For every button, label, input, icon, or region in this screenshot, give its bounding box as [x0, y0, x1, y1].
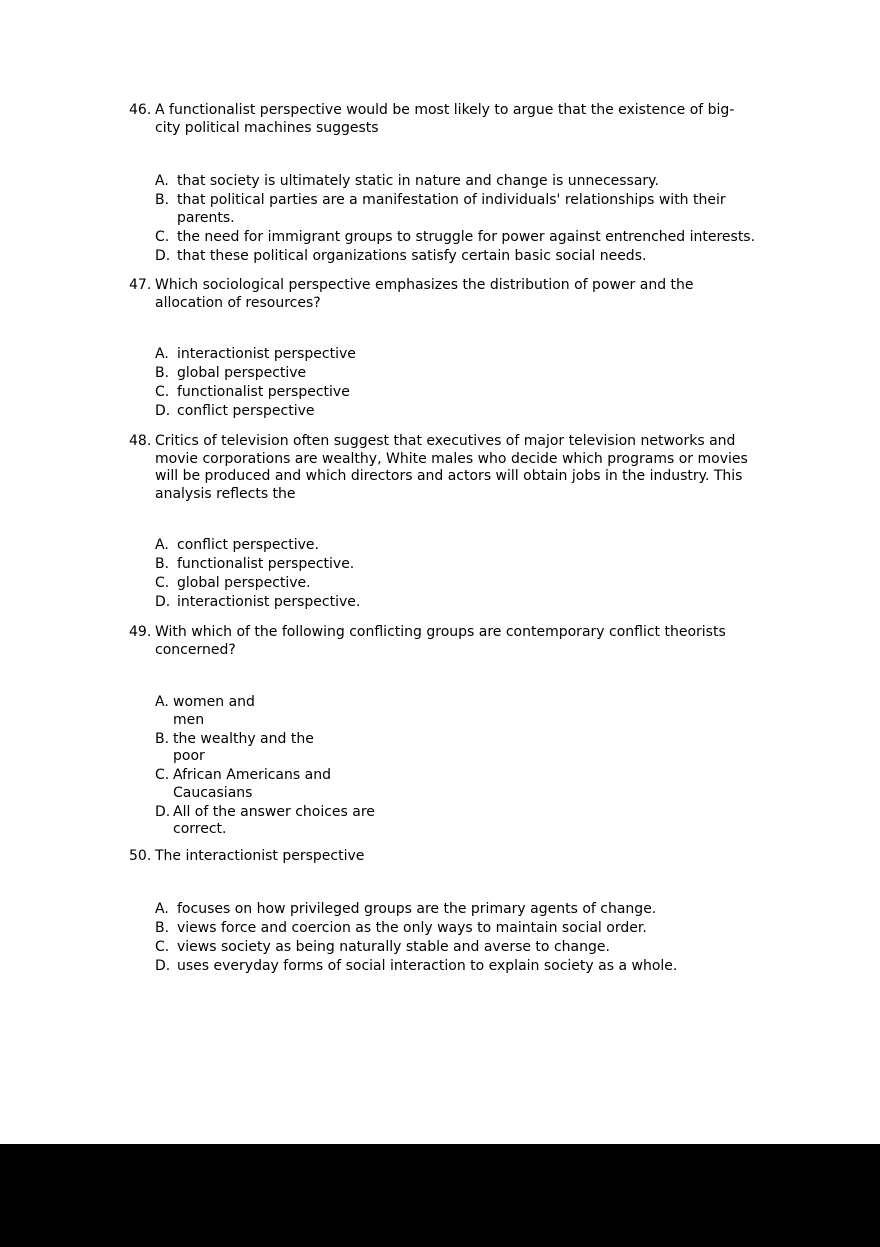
question-number: 48. [129, 433, 152, 449]
option-text: views force and coercion as the only ways to maintain social order. [177, 920, 647, 936]
option-letter: B. [155, 920, 170, 936]
answer-option [155, 346, 780, 364]
bottom-black-bar [0, 1144, 880, 1247]
option-letter: C. [155, 228, 170, 245]
question-number: 49. [129, 624, 152, 640]
option-text: African Americans and Caucasians [173, 767, 331, 801]
option-text: interactionist perspective. [177, 594, 361, 610]
answer-option [155, 767, 780, 802]
answer-option [155, 575, 780, 593]
answer-option [155, 958, 780, 976]
option-text: views society as being naturally stable and averse to change. [177, 939, 610, 955]
option-letter: A. [155, 694, 169, 710]
answer-option [155, 939, 780, 957]
answer-option [155, 804, 780, 839]
answer-options-47 [155, 346, 780, 422]
option-letter: B. [155, 365, 170, 381]
question-48 [129, 433, 779, 503]
option-text: uses everyday forms of social interaction to explain society as a whole. [177, 958, 678, 974]
answer-option [155, 556, 780, 574]
answer-option [155, 901, 780, 919]
question-50 [129, 848, 779, 866]
option-text: that society is ultimately static in nature and change is unnecessary. [177, 173, 659, 189]
option-text: the wealthy and the poor [173, 730, 314, 764]
question-49 [129, 624, 779, 659]
option-letter: D. [155, 958, 171, 974]
option-text: women and men [173, 694, 255, 728]
question-text: The interactionist perspective [155, 848, 365, 864]
option-letter: A. [155, 537, 169, 553]
option-letter: C. [155, 767, 170, 783]
option-letter: D. [155, 403, 171, 419]
question-text: Critics of television often suggest that executives of major television networks and movie corporations are wealthy, White males who decide which programs or movies will be produced and which directors and actors will obtain jobs in the industry. This analysis reflects the [155, 433, 748, 502]
answer-option [155, 248, 780, 266]
option-text: that political parties are a manifestation of individuals' relationships with their parents. [177, 192, 726, 226]
option-letter: B. [155, 730, 170, 747]
option-text: global perspective [177, 365, 307, 381]
question-number: 50. [129, 848, 152, 864]
answer-option [155, 537, 780, 555]
answer-option [155, 731, 780, 766]
option-letter: B. [155, 556, 170, 572]
option-letter: D. [155, 247, 171, 264]
answer-option [155, 384, 780, 402]
answer-options-49 [155, 694, 780, 840]
question-number: 46. [129, 102, 152, 118]
answer-option [155, 594, 780, 612]
answer-options-46 [155, 173, 780, 267]
option-letter: C. [155, 939, 170, 955]
answer-option [155, 173, 780, 191]
option-text: that these political organizations satisfy certain basic social needs. [177, 247, 647, 264]
answer-options-50 [155, 901, 780, 977]
question-number: 47. [129, 277, 152, 293]
option-text: conflict perspective. [177, 537, 319, 553]
option-letter: A. [155, 901, 169, 917]
option-text: focuses on how privileged groups are the primary agents of change. [177, 901, 657, 917]
option-text: functionalist perspective [177, 384, 350, 400]
answer-option [155, 229, 780, 247]
question-text: A functionalist perspective would be most likely to argue that the existence of big-city political machines suggests [155, 102, 735, 136]
option-text: All of the answer choices are correct. [173, 803, 375, 837]
option-letter: D. [155, 594, 171, 610]
option-letter: A. [155, 346, 169, 362]
question-47 [129, 277, 779, 312]
option-letter: A. [155, 173, 169, 189]
option-text: global perspective. [177, 575, 311, 591]
option-letter: C. [155, 575, 170, 591]
answer-option [155, 403, 780, 421]
answer-options-48 [155, 537, 780, 613]
option-letter: D. [155, 803, 171, 820]
answer-option [155, 192, 780, 227]
answer-option [155, 365, 780, 383]
answer-option [155, 920, 780, 938]
option-text: interactionist perspective [177, 346, 356, 362]
option-letter: C. [155, 384, 170, 400]
question-text: With which of the following conflicting groups are contemporary conflict theorists concerned? [155, 624, 726, 658]
answer-option [155, 694, 780, 729]
option-letter: B. [155, 192, 170, 208]
option-text: the need for immigrant groups to struggle for power against entrenched interests. [177, 228, 756, 245]
question-text: Which sociological perspective emphasizes the distribution of power and the allocation of resources? [155, 277, 694, 311]
question-46 [129, 102, 779, 137]
option-text: conflict perspective [177, 403, 315, 419]
option-text: functionalist perspective. [177, 556, 355, 572]
